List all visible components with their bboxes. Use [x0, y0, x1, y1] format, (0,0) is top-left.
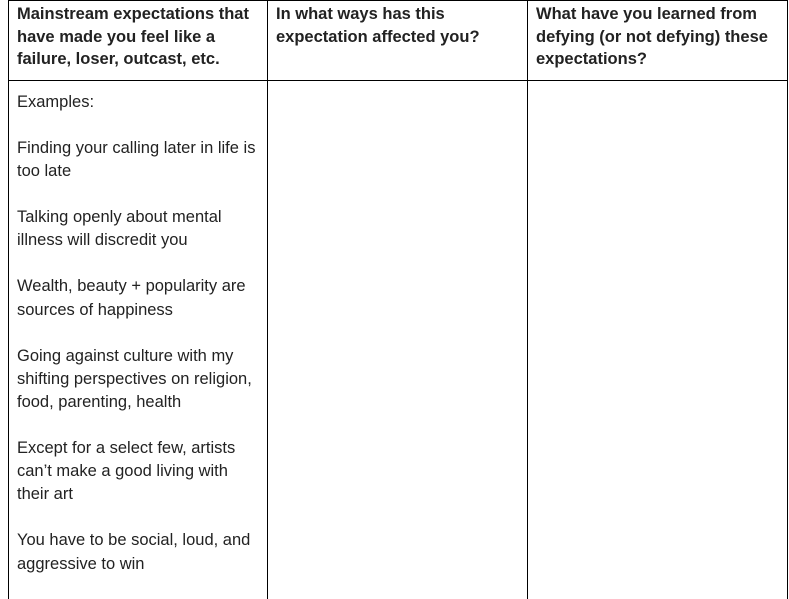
learned-cell[interactable] — [528, 81, 788, 599]
header-mainstream-expectations: Mainstream expectations that have made you feel like a failure, loser, outcast, etc. — [9, 1, 268, 81]
examples-cell[interactable] — [9, 81, 268, 599]
examples-label: Examples: — [17, 93, 95, 111]
example-item: You have to be social, loud, and aggressive to win — [17, 531, 251, 573]
header-what-learned: What have you learned from defying (or not defying) these expectations? — [528, 1, 788, 81]
header-how-affected: In what ways has this expectation affected you? — [268, 1, 528, 81]
expectations-table — [8, 0, 788, 599]
header-row — [9, 1, 788, 81]
example-item: Finding your calling later in life is too late — [17, 139, 256, 181]
example-item: Except for a select few, artists can’t make a good living with their art — [17, 439, 236, 504]
example-item: Going against culture with my shifting perspectives on religion, food, parenting, health — [17, 346, 252, 412]
example-item: Wealth, beauty + popularity are sources of happiness — [17, 277, 246, 319]
body-row — [9, 81, 788, 599]
affected-cell[interactable] — [268, 81, 528, 599]
example-item: Talking openly about mental illness will discredit you — [17, 208, 222, 250]
